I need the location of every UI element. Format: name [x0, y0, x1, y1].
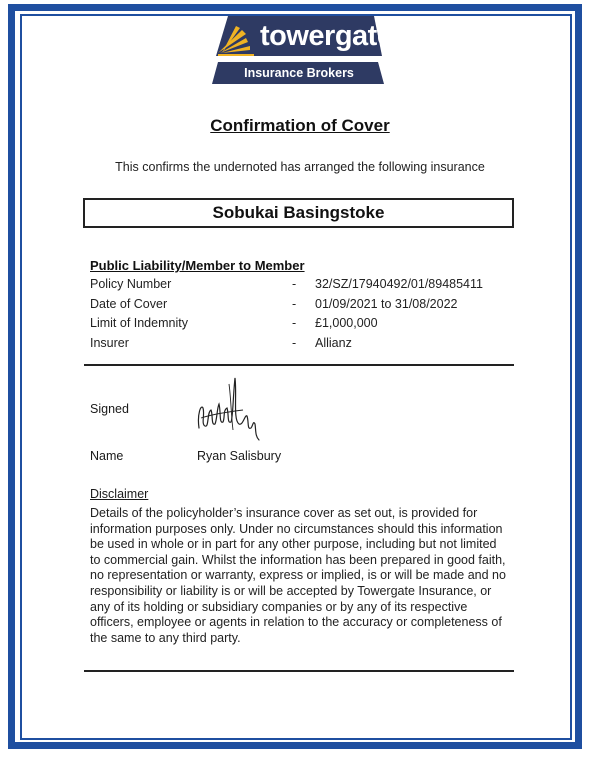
disclaimer-text: Details of the policyholder’s insurance cover as set out, is provided for information purposes only. Under no circumstances should this information be used in whole or in part for any other purpose, including but not limited to commercial gain. Whilst the information has been prepared in good faith, no representation or warranty, express or implied, is or will be made and no responsibility or liability is or will be accepted by Towergate Insurance, or any of its holding or subsidiary companies or by any of its respective officers, employee or agents in relation to the accuracy or completeness of the same to any third party.: [90, 506, 506, 645]
detail-label: Date of Cover: [90, 296, 168, 311]
detail-value: 01/09/2021 to 31/08/2022: [315, 296, 458, 311]
detail-value: 32/SZ/17940492/01/89485411: [315, 277, 483, 291]
cover-details-list: [90, 277, 510, 355]
logo-tagline: Insurance Brokers: [244, 66, 354, 80]
detail-value: £1,000,000: [315, 316, 378, 330]
page-title: Confirmation of Cover: [210, 116, 390, 135]
detail-label: Insurer: [90, 335, 129, 350]
detail-label: Limit of Indemnity: [90, 316, 188, 330]
handwritten-signature: [193, 374, 265, 444]
detail-separator: -: [292, 277, 297, 291]
name-label: Name: [90, 449, 124, 463]
signed-label: Signed: [90, 402, 129, 416]
detail-row-policy-number: [90, 277, 510, 297]
detail-row-insurer: [90, 336, 510, 356]
detail-separator: -: [292, 296, 297, 311]
detail-separator: -: [292, 335, 297, 350]
detail-value: Allianz: [315, 335, 352, 350]
detail-separator: -: [292, 316, 297, 330]
cover-section-heading: Public Liability/Member to Member: [90, 258, 305, 273]
logo-brand-text: towergate: [260, 20, 393, 52]
divider-rule: [84, 364, 514, 366]
intro-text: This confirms the undernoted has arranged the following insurance: [115, 160, 485, 174]
towergate-logo: [212, 16, 393, 86]
detail-row-limit-of-indemnity: [90, 316, 510, 336]
detail-row-date-of-cover: [90, 297, 510, 317]
detail-label: Policy Number: [90, 277, 172, 291]
insured-name-box: Sobukai Basingstoke: [83, 198, 514, 228]
bottom-divider-rule: [84, 670, 514, 672]
disclaimer-heading: Disclaimer: [90, 487, 149, 501]
signatory-name: Ryan Salisbury: [197, 449, 282, 463]
